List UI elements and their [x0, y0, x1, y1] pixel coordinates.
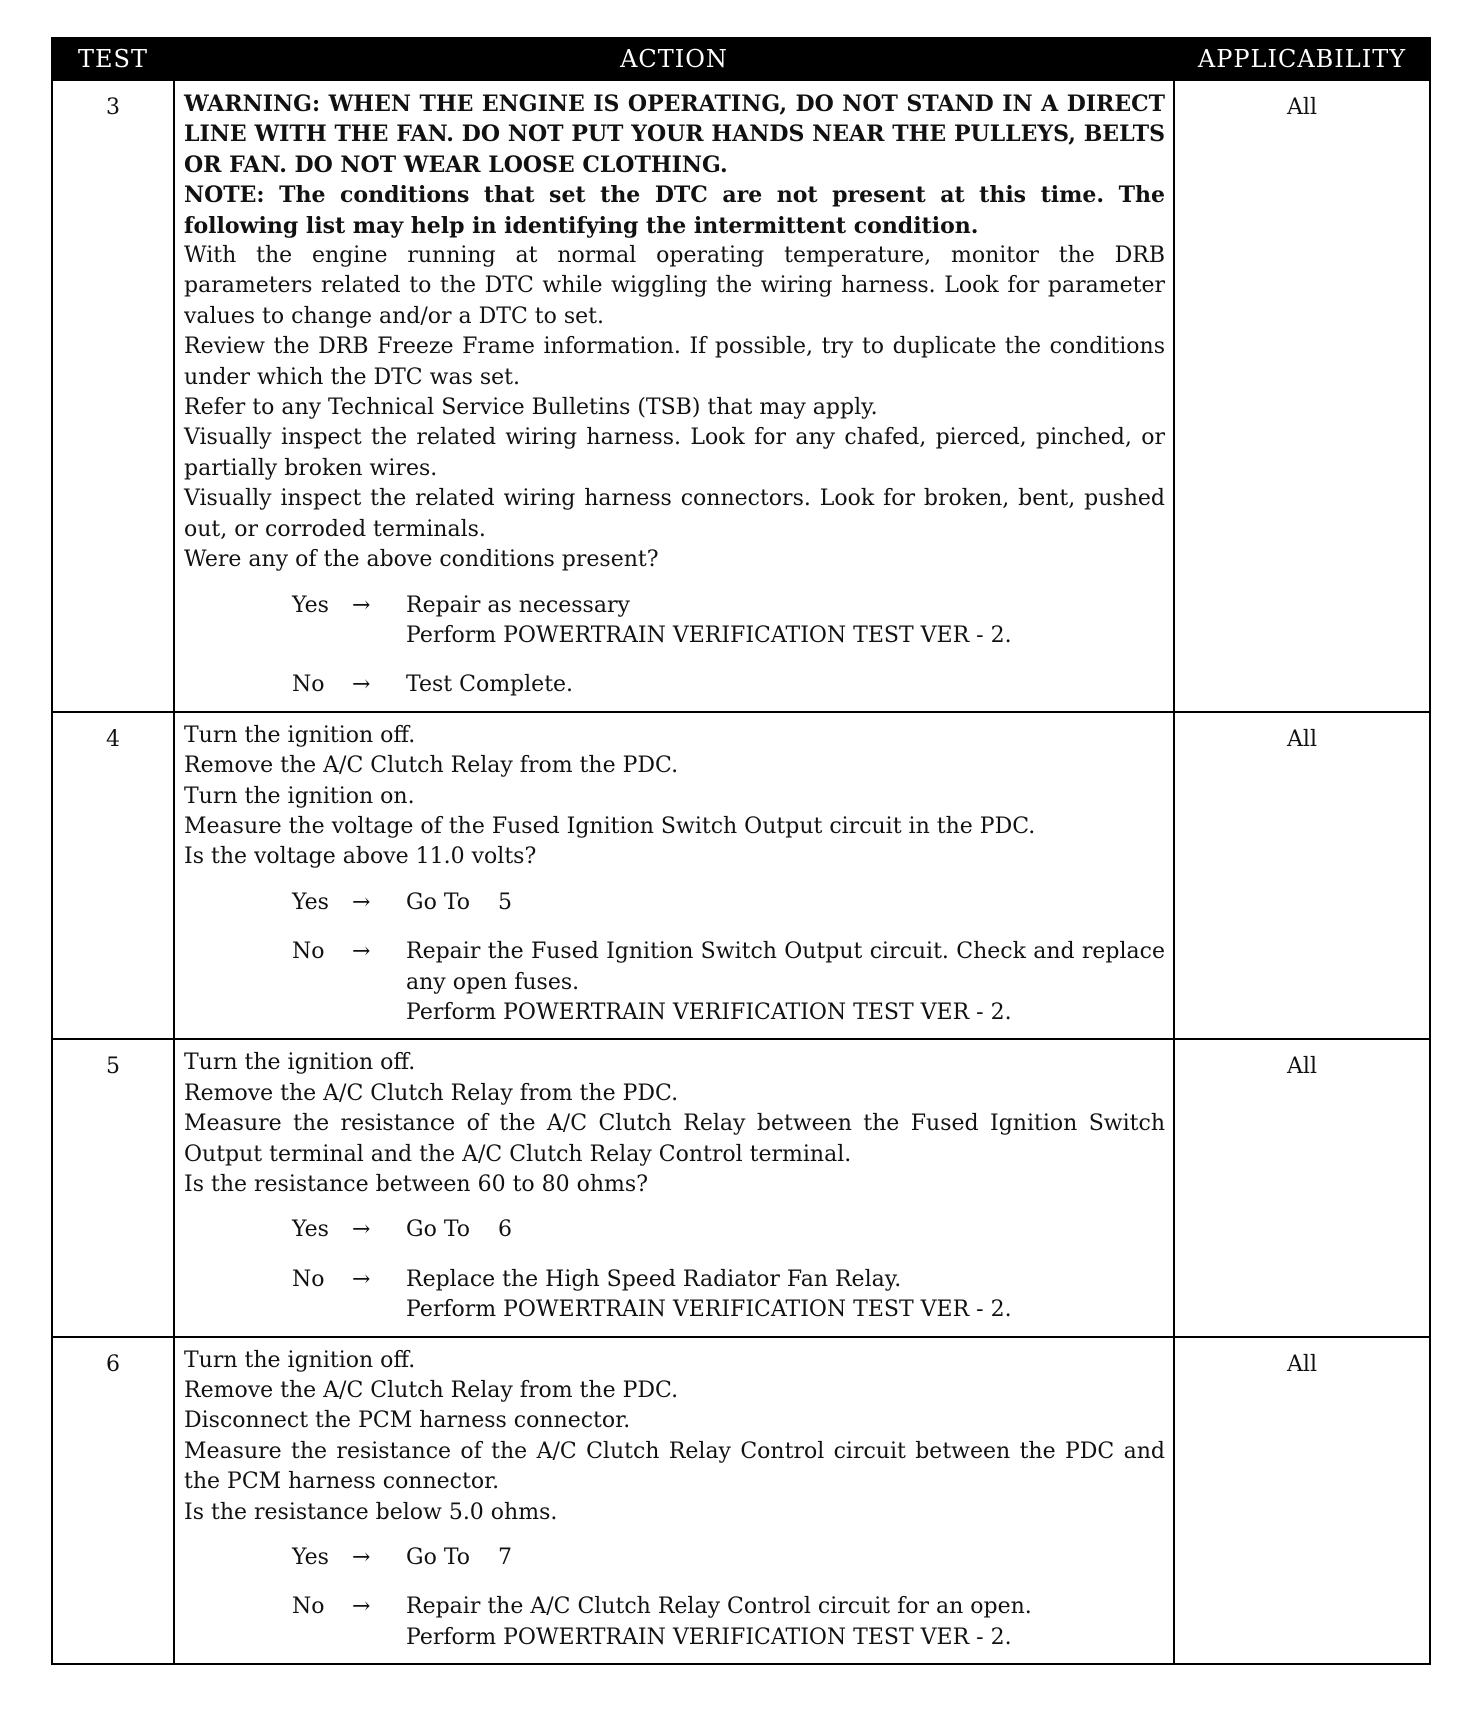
- action-cell: [174, 1039, 1174, 1336]
- right-arrow-icon: →: [352, 939, 371, 965]
- test-number: 5: [52, 1039, 174, 1336]
- answer-no: [292, 1265, 1165, 1326]
- instruction-line: Measure the resistance of the A/C Clutch Relay between the Fused Ignition Switch Output terminal and the A/C Clutch Relay Control terminal.: [184, 1111, 1165, 1167]
- right-arrow-icon: →: [352, 1266, 371, 1292]
- answer-list: [184, 888, 1165, 1029]
- answer-no: [292, 1592, 1165, 1653]
- diagnostic-procedure-page: [51, 37, 1429, 1665]
- right-arrow-icon: →: [352, 592, 371, 618]
- answer-result: [406, 937, 1165, 1028]
- question-line: Were any of the above conditions present?: [184, 547, 659, 573]
- question-line: Is the resistance between 60 to 80 ohms?: [184, 1172, 648, 1197]
- answer-result: [406, 591, 1165, 652]
- right-arrow-icon: →: [352, 672, 371, 698]
- instruction-line: Refer to any Technical Service Bulletins (TSB) that may apply.: [184, 395, 878, 421]
- answer-no: [292, 937, 1165, 1028]
- answer-key: Yes: [292, 592, 329, 618]
- test-number: 4: [52, 712, 174, 1040]
- result-line: Test Complete.: [406, 672, 574, 698]
- instruction-line: Visually inspect the related wiring harness. Look for any chafed, pierced, pinched, or partially broken wires.: [184, 425, 1165, 481]
- test-number: 6: [52, 1337, 174, 1665]
- applicability-value: All: [1174, 712, 1430, 1040]
- answer-result: [406, 1543, 1165, 1573]
- applicability-value: All: [1174, 80, 1430, 712]
- answer-key: No: [292, 1594, 325, 1620]
- table-header-row: [52, 38, 1430, 80]
- action-cell: [174, 712, 1174, 1040]
- answer-key: Yes: [292, 889, 329, 915]
- instruction-line: Disconnect the PCM harness connector.: [184, 1408, 631, 1434]
- result-line: Go To 6: [406, 1217, 512, 1243]
- question-line: Is the voltage above 11.0 volts?: [184, 844, 537, 870]
- instruction-line: Remove the A/C Clutch Relay from the PDC.: [184, 1080, 679, 1106]
- header-test: TEST: [52, 38, 174, 80]
- instruction-line: Turn the ignition on.: [184, 783, 415, 809]
- answer-list: [184, 1543, 1165, 1653]
- note-text: NOTE: The conditions that set the DTC are not present at this time. The following list may help in identifying the intermittent condition.: [184, 182, 1165, 239]
- result-line: Perform POWERTRAIN VERIFICATION TEST VER - 2.: [406, 1624, 1012, 1650]
- instruction-line: Turn the ignition off.: [184, 1347, 416, 1373]
- instruction-line: Visually inspect the related wiring harness connectors. Look for broken, bent, pushed out, or corroded terminals.: [184, 486, 1165, 542]
- instruction-line: Turn the ignition off.: [184, 1050, 416, 1076]
- header-applicability: APPLICABILITY: [1174, 38, 1430, 80]
- header-action: ACTION: [174, 38, 1174, 80]
- answer-result: [406, 670, 1165, 700]
- instruction-line: Measure the resistance of the A/C Clutch Relay Control circuit between the PDC and the PCM harness connector.: [184, 1438, 1165, 1495]
- answer-yes: [292, 591, 1165, 652]
- result-line: Perform POWERTRAIN VERIFICATION TEST VER - 2.: [406, 999, 1012, 1025]
- answer-key: Yes: [292, 1545, 329, 1571]
- test-number: 3: [52, 80, 174, 712]
- right-arrow-icon: →: [352, 889, 371, 915]
- table-row-test-6: [52, 1337, 1430, 1665]
- answer-no: [292, 670, 1165, 700]
- result-line: Repair the Fused Ignition Switch Output circuit. Check and replace any open fuses.: [406, 939, 1165, 995]
- action-cell: [174, 1337, 1174, 1665]
- instruction-line: Remove the A/C Clutch Relay from the PDC.: [184, 1378, 679, 1404]
- right-arrow-icon: →: [352, 1545, 371, 1571]
- warning-text: WARNING: WHEN THE ENGINE IS OPERATING, DO NOT STAND IN A DIRECT LINE WITH THE FAN. DO NOT PUT YOUR HANDS NEAR THE PULLEYS, BELTS OR FAN. DO NOT WEAR LOOSE CLOTHING.: [184, 91, 1165, 178]
- answer-list: [184, 591, 1165, 701]
- result-line: Perform POWERTRAIN VERIFICATION TEST VER - 2.: [406, 1297, 1012, 1323]
- answer-yes: [292, 888, 1165, 918]
- table-row-test-3: [52, 80, 1430, 712]
- instruction-line: Turn the ignition off.: [184, 722, 416, 748]
- action-cell: [174, 80, 1174, 712]
- instruction-line: With the engine running at normal operating temperature, monitor the DRB parameters related to the DTC while wiggling the wiring harness. Look for parameter values to change and/or a DTC to set.: [184, 243, 1165, 329]
- result-line: Go To 7: [406, 1545, 512, 1571]
- answer-key: Yes: [292, 1217, 329, 1243]
- result-line: Replace the High Speed Radiator Fan Relay.: [406, 1266, 902, 1292]
- result-line: Perform POWERTRAIN VERIFICATION TEST VER - 2.: [406, 622, 1012, 648]
- instruction-line: Review the DRB Freeze Frame information. If possible, try to duplicate the conditions under which the DTC was set.: [184, 334, 1165, 390]
- result-line: Go To 5: [406, 889, 512, 915]
- result-line: Repair the A/C Clutch Relay Control circuit for an open.: [406, 1594, 1032, 1620]
- instruction-line: Remove the A/C Clutch Relay from the PDC.: [184, 753, 679, 779]
- table-row-test-4: [52, 712, 1430, 1040]
- result-line: Repair as necessary: [406, 592, 630, 618]
- answer-list: [184, 1215, 1165, 1325]
- answer-yes: [292, 1543, 1165, 1573]
- right-arrow-icon: →: [352, 1217, 371, 1243]
- answer-yes: [292, 1215, 1165, 1245]
- answer-key: No: [292, 939, 325, 965]
- right-arrow-icon: →: [352, 1594, 371, 1620]
- answer-key: No: [292, 672, 325, 698]
- diagnostic-test-table: [51, 37, 1431, 1665]
- applicability-value: All: [1174, 1039, 1430, 1336]
- applicability-value: All: [1174, 1337, 1430, 1665]
- answer-result: [406, 1215, 1165, 1245]
- instruction-line: Measure the voltage of the Fused Ignition Switch Output circuit in the PDC.: [184, 813, 1036, 839]
- answer-result: [406, 1592, 1165, 1653]
- answer-result: [406, 888, 1165, 918]
- answer-result: [406, 1265, 1165, 1326]
- question-line: Is the resistance below 5.0 ohms.: [184, 1499, 558, 1525]
- table-row-test-5: [52, 1039, 1430, 1336]
- answer-key: No: [292, 1266, 325, 1292]
